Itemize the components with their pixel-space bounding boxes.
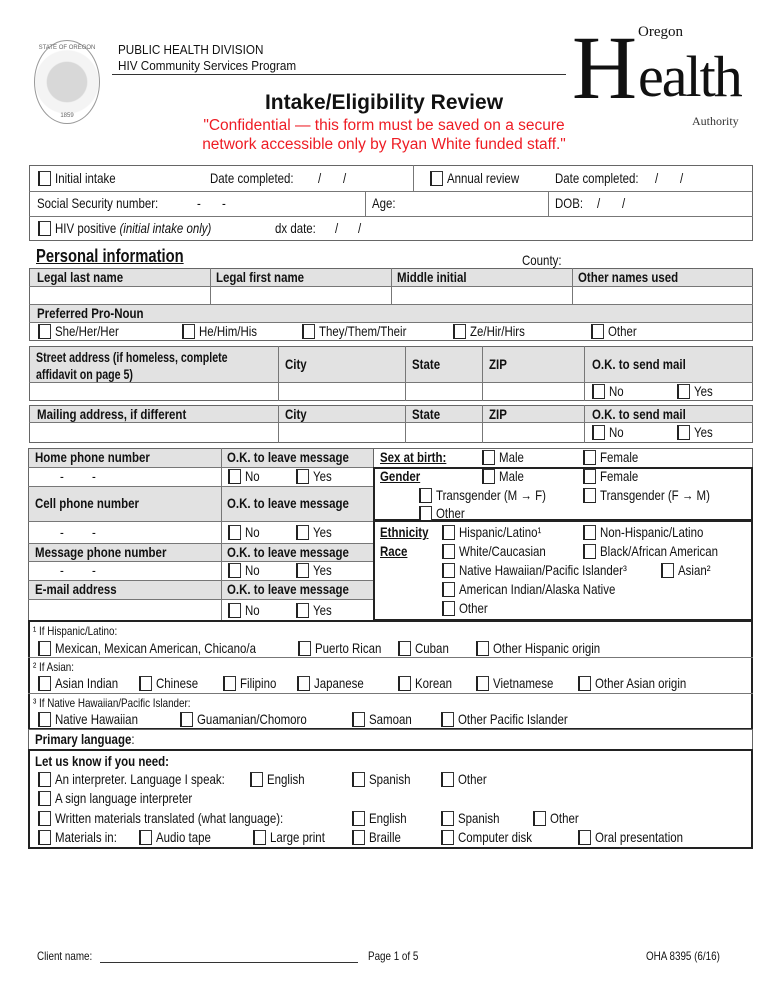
- message-leave-message-yes-checkbox[interactable]: [296, 563, 309, 578]
- other-names-used-header: Other names used: [578, 269, 679, 285]
- primary-language-label: Primary language: [35, 731, 132, 747]
- primary-language-colon: :: [131, 731, 135, 747]
- slash: /: [597, 195, 601, 211]
- sign-language-interpreter-label: A sign language interpreter: [55, 790, 193, 806]
- division-name: PUBLIC HEALTH DIVISION: [118, 42, 264, 57]
- message-phone-header: Message phone number: [35, 544, 167, 560]
- client-name-label: Client name:: [37, 949, 93, 963]
- asian-origin-2-checkbox[interactable]: [223, 676, 236, 691]
- home-phone-header: Home phone number: [35, 449, 150, 465]
- column-divider: [584, 346, 585, 401]
- ok-send-mail-header: O.K. to send mail: [592, 356, 686, 372]
- gender-other-checkbox[interactable]: [419, 506, 432, 521]
- mailing-state-header: State: [412, 406, 441, 422]
- message-leave-message-no-label: No: [245, 562, 260, 578]
- hispanic-subgroup-heading: ¹ If Hispanic/Latino:: [33, 624, 118, 638]
- column-divider: [413, 165, 414, 191]
- hispanic-origin-1-label: Puerto Rican: [315, 640, 382, 656]
- materials-braille-checkbox[interactable]: [352, 830, 365, 845]
- email-ok-leave-message-header: O.K. to leave message: [227, 581, 349, 597]
- annual-review-label: Annual review: [447, 170, 520, 186]
- materials-large-print-checkbox[interactable]: [253, 830, 266, 845]
- dx-date-label: dx date:: [275, 220, 316, 236]
- mailing-city-header: City: [285, 406, 307, 422]
- materials-oral-presentation-label: Oral presentation: [595, 829, 684, 845]
- gender-transgender-mf-checkbox[interactable]: [419, 488, 432, 503]
- gender-label: Gender: [380, 468, 421, 484]
- slash: /: [622, 195, 626, 211]
- interpreter-checkbox[interactable]: [38, 772, 51, 787]
- confidential-notice-line-1: "Confidential — this form must be saved on a secure: [203, 117, 565, 134]
- zip-header: ZIP: [489, 356, 507, 372]
- pronoun-she-label: She/Her/Her: [55, 323, 119, 339]
- section-heading-personal-information: Personal information: [36, 246, 184, 266]
- ethnicity-hispanic-label: Hispanic/Latino¹: [459, 524, 542, 540]
- nhpi-origin-1-checkbox[interactable]: [180, 712, 193, 727]
- nhpi-origin-0-checkbox[interactable]: [38, 712, 51, 727]
- column-divider: [548, 191, 549, 216]
- asian-origin-1-label: Chinese: [156, 675, 199, 691]
- race-aian-label: American Indian/Alaska Native: [459, 581, 616, 597]
- materials-oral-presentation-checkbox[interactable]: [578, 830, 591, 845]
- date-completed-label: Date completed:: [210, 170, 294, 186]
- county-label: County:: [522, 252, 562, 268]
- ethnicity-non-hispanic-checkbox[interactable]: [583, 525, 596, 540]
- seal-year: 1859: [60, 113, 74, 119]
- dash: -: [60, 562, 64, 578]
- pronoun-heading: Preferred Pro-Noun: [37, 305, 144, 321]
- let-us-know-heading: Let us know if you need:: [35, 753, 169, 769]
- nhpi-origin-2-checkbox[interactable]: [352, 712, 365, 727]
- initial-intake-checkbox[interactable]: [38, 171, 51, 186]
- row-divider: [28, 599, 374, 600]
- interpreter-english-checkbox[interactable]: [250, 772, 263, 787]
- dash: -: [92, 562, 96, 578]
- sign-language-interpreter-checkbox[interactable]: [38, 791, 51, 806]
- race-other-checkbox[interactable]: [442, 601, 455, 616]
- cell-leave-message-yes-checkbox[interactable]: [296, 525, 309, 540]
- legal-last-name-header: Legal last name: [37, 269, 124, 285]
- seal-text: STATE OF OREGON: [38, 45, 96, 51]
- asian-origin-1-checkbox[interactable]: [139, 676, 152, 691]
- pronoun-ze-label: Ze/Hir/Hirs: [470, 323, 525, 339]
- materials-audio-tape-checkbox[interactable]: [139, 830, 152, 845]
- mailing-mail-no-checkbox[interactable]: [592, 425, 605, 440]
- cell-leave-message-yes-label: Yes: [313, 524, 332, 540]
- hispanic-origin-0-label: Mexican, Mexican American, Chicano/a: [55, 640, 256, 656]
- race-other-label: Other: [459, 600, 488, 616]
- hispanic-origin-2-checkbox[interactable]: [398, 641, 411, 656]
- hiv-positive-checkbox[interactable]: [38, 221, 51, 236]
- nhpi-origin-3-checkbox[interactable]: [441, 712, 454, 727]
- hispanic-origin-0-checkbox[interactable]: [38, 641, 51, 656]
- mailing-mail-yes-checkbox[interactable]: [677, 425, 690, 440]
- materials-computer-disk-label: Computer disk: [458, 829, 533, 845]
- row-divider: [28, 693, 753, 694]
- logo-h: H: [572, 19, 637, 118]
- row-divider: [28, 657, 753, 658]
- interpreter-label: An interpreter. Language I speak:: [55, 771, 225, 787]
- interpreter-other-label: Other: [458, 771, 487, 787]
- form-id: OHA 8395 (6/16): [646, 949, 720, 963]
- asian-origin-5-checkbox[interactable]: [476, 676, 489, 691]
- row-divider: [29, 422, 753, 423]
- home-leave-message-no-label: No: [245, 468, 260, 484]
- hispanic-origin-3-checkbox[interactable]: [476, 641, 489, 656]
- nhpi-origin-3-label: Other Pacific Islander: [458, 711, 568, 727]
- oregon-health-authority-logo: [572, 19, 762, 132]
- annual-review-checkbox[interactable]: [430, 171, 443, 186]
- written-english-label: English: [369, 810, 407, 826]
- pronoun-other-label: Other: [608, 323, 637, 339]
- column-divider: [584, 405, 585, 443]
- confidential-notice-line-2: network accessible only by Ryan White funded staff.": [202, 136, 566, 153]
- primary-language-text: [35, 731, 135, 747]
- column-divider: [210, 268, 211, 304]
- asian-origin-5-label: Vietnamese: [493, 675, 554, 691]
- dash: -: [92, 524, 96, 540]
- written-english-checkbox[interactable]: [352, 811, 365, 826]
- written-spanish-checkbox[interactable]: [441, 811, 454, 826]
- race-label: Race: [380, 543, 408, 559]
- materials-computer-disk-checkbox[interactable]: [441, 830, 454, 845]
- written-spanish-label: Spanish: [458, 810, 500, 826]
- gender-other-label: Other: [436, 505, 465, 521]
- nhpi-subgroup-heading: ³ If Native Hawaiian/Pacific Islander:: [33, 696, 191, 710]
- logo-authority: Authority: [692, 114, 739, 128]
- materials-braille-label: Braille: [369, 829, 401, 845]
- ethnicity-label: Ethnicity: [380, 524, 429, 540]
- interpreter-english-label: English: [267, 771, 305, 787]
- race-asian-label: Asian²: [678, 562, 711, 578]
- asian-origin-3-checkbox[interactable]: [297, 676, 310, 691]
- race-asian-checkbox[interactable]: [661, 563, 674, 578]
- column-divider: [482, 346, 483, 401]
- asian-origin-6-checkbox[interactable]: [578, 676, 591, 691]
- gender-male-label: Male: [499, 468, 524, 484]
- sex-female-checkbox[interactable]: [583, 450, 596, 465]
- annual-date-completed-label: Date completed:: [555, 170, 639, 186]
- sex-at-birth-label: Sex at birth:: [380, 449, 447, 465]
- column-divider: [221, 448, 222, 621]
- interpreter-spanish-label: Spanish: [369, 771, 411, 787]
- age-label: Age:: [372, 195, 396, 211]
- city-header: City: [285, 356, 307, 372]
- dash: -: [222, 195, 226, 211]
- header-rule: [112, 74, 566, 75]
- written-other-label: Other: [550, 810, 579, 826]
- row-divider: [29, 382, 753, 383]
- race-nhpi-label: Native Hawaiian/Pacific Islander³: [459, 562, 627, 578]
- slash: /: [358, 220, 362, 236]
- slash: /: [335, 220, 339, 236]
- asian-origin-3-label: Japanese: [314, 675, 364, 691]
- nhpi-origin-0-label: Native Hawaiian: [55, 711, 138, 727]
- hispanic-origin-1-checkbox[interactable]: [298, 641, 311, 656]
- column-divider: [391, 268, 392, 304]
- nhpi-origin-2-label: Samoan: [369, 711, 412, 727]
- slash: /: [655, 170, 659, 186]
- cell-leave-message-no-label: No: [245, 524, 260, 540]
- race-white-label: White/Caucasian: [459, 543, 546, 559]
- slash: /: [680, 170, 684, 186]
- pronoun-other-checkbox[interactable]: [591, 324, 604, 339]
- written-other-checkbox[interactable]: [533, 811, 546, 826]
- dash: -: [60, 468, 64, 484]
- primary-language-row: [28, 729, 753, 750]
- race-nhpi-checkbox[interactable]: [442, 563, 455, 578]
- pronoun-ze-checkbox[interactable]: [453, 324, 466, 339]
- pronoun-she-checkbox[interactable]: [38, 324, 51, 339]
- sex-male-checkbox[interactable]: [482, 450, 495, 465]
- pronoun-they-checkbox[interactable]: [302, 324, 315, 339]
- ssn-label: Social Security number:: [37, 195, 159, 211]
- race-white-checkbox[interactable]: [442, 544, 455, 559]
- asian-subgroup-heading: ² If Asian:: [33, 660, 75, 674]
- message-leave-message-no-checkbox[interactable]: [228, 563, 241, 578]
- home-leave-message-no-checkbox[interactable]: [228, 469, 241, 484]
- gender-female-label: Female: [600, 468, 639, 484]
- row-divider: [29, 191, 753, 192]
- slash: /: [343, 170, 347, 186]
- gender-female-checkbox[interactable]: [583, 469, 596, 484]
- gender-transgender-mf-label: Transgender (M → F): [436, 487, 546, 503]
- interpreter-spanish-checkbox[interactable]: [352, 772, 365, 787]
- dash: -: [197, 195, 201, 211]
- column-divider: [278, 405, 279, 443]
- sex-female-label: Female: [600, 449, 639, 465]
- email-leave-message-no-label: No: [245, 602, 260, 618]
- gender-male-checkbox[interactable]: [482, 469, 495, 484]
- pronoun-he-label: He/Him/His: [199, 323, 258, 339]
- client-name-field[interactable]: [100, 962, 358, 963]
- home-leave-message-yes-label: Yes: [313, 468, 332, 484]
- message-leave-message-yes-label: Yes: [313, 562, 332, 578]
- street-mail-yes-checkbox[interactable]: [677, 384, 690, 399]
- hispanic-origin-3-label: Other Hispanic origin: [493, 640, 601, 656]
- row-divider: [28, 486, 374, 487]
- sex-male-label: Male: [499, 449, 524, 465]
- email-phone-header: E-mail address: [35, 581, 117, 597]
- street-mail-yes-label: Yes: [694, 383, 713, 399]
- email-leave-message-yes-label: Yes: [313, 602, 332, 618]
- dash: -: [92, 468, 96, 484]
- street-mail-no-label: No: [609, 383, 624, 399]
- asian-origin-4-checkbox[interactable]: [398, 676, 411, 691]
- logo-oregon: Oregon: [638, 24, 683, 40]
- row-divider: [29, 216, 753, 217]
- hiv-positive-text: [55, 220, 211, 236]
- race-aian-checkbox[interactable]: [442, 582, 455, 597]
- materials-audio-tape-label: Audio tape: [156, 829, 211, 845]
- column-divider: [278, 346, 279, 401]
- asian-origin-4-label: Korean: [415, 675, 453, 691]
- materials-in-label: Materials in:: [55, 829, 117, 845]
- column-divider: [365, 191, 366, 216]
- email-leave-message-no-checkbox[interactable]: [228, 603, 241, 618]
- logo-health: ealth: [638, 44, 741, 109]
- home-ok-leave-message-header: O.K. to leave message: [227, 449, 349, 465]
- hiv-positive-label: HIV positive: [55, 220, 117, 236]
- mailing-mail-yes-label: Yes: [694, 424, 713, 440]
- pronoun-they-label: They/Them/Their: [319, 323, 407, 339]
- hispanic-origin-2-label: Cuban: [415, 640, 449, 656]
- home-leave-message-yes-checkbox[interactable]: [296, 469, 309, 484]
- program-name: HIV Community Services Program: [118, 58, 297, 73]
- street-address-header: Street address (if homeless, complete: [36, 349, 228, 365]
- message-ok-leave-message-header: O.K. to leave message: [227, 544, 349, 560]
- asian-origin-0-label: Asian Indian: [55, 675, 119, 691]
- street-mail-no-checkbox[interactable]: [592, 384, 605, 399]
- race-black-checkbox[interactable]: [583, 544, 596, 559]
- legal-first-name-header: Legal first name: [216, 269, 305, 285]
- column-divider: [405, 346, 406, 401]
- asian-origin-2-label: Filipino: [240, 675, 277, 691]
- hiv-positive-note: (initial intake only): [119, 220, 212, 236]
- page-title: Intake/Eligibility Review: [264, 91, 504, 114]
- ethnicity-hispanic-checkbox[interactable]: [442, 525, 455, 540]
- asian-origin-6-label: Other Asian origin: [595, 675, 687, 691]
- materials-large-print-label: Large print: [270, 829, 325, 845]
- gender-transgender-fm-label: Transgender (F → M): [600, 487, 710, 503]
- column-divider: [572, 268, 573, 304]
- race-black-label: Black/African American: [600, 543, 719, 559]
- cell-phone-header: Cell phone number: [35, 495, 139, 511]
- cell-ok-leave-message-header: O.K. to leave message: [227, 495, 349, 511]
- column-divider: [405, 405, 406, 443]
- written-materials-checkbox[interactable]: [38, 811, 51, 826]
- pronoun-he-checkbox[interactable]: [182, 324, 195, 339]
- asian-origin-0-checkbox[interactable]: [38, 676, 51, 691]
- slash: /: [318, 170, 322, 186]
- cell-leave-message-no-checkbox[interactable]: [228, 525, 241, 540]
- mailing-address-header: Mailing address, if different: [37, 406, 187, 422]
- dash: -: [60, 524, 64, 540]
- ethnicity-non-hispanic-label: Non-Hispanic/Latino: [600, 524, 704, 540]
- interpreter-other-checkbox[interactable]: [441, 772, 454, 787]
- nhpi-origin-1-label: Guamanian/Chomoro: [197, 711, 307, 727]
- gender-transgender-fm-checkbox[interactable]: [583, 488, 596, 503]
- email-leave-message-yes-checkbox[interactable]: [296, 603, 309, 618]
- mailing-ok-send-mail-header: O.K. to send mail: [592, 406, 686, 422]
- initial-intake-label: Initial intake: [55, 170, 116, 186]
- middle-initial-header: Middle initial: [397, 269, 467, 285]
- materials-in-checkbox[interactable]: [38, 830, 51, 845]
- street-address-header-2: affidavit on page 5): [36, 366, 133, 382]
- column-divider: [482, 405, 483, 443]
- state-header: State: [412, 356, 441, 372]
- row-divider: [28, 521, 374, 522]
- mailing-zip-header: ZIP: [489, 406, 507, 422]
- mailing-mail-no-label: No: [609, 424, 624, 440]
- dob-label: DOB:: [555, 195, 584, 211]
- page-number: Page 1 of 5: [368, 949, 419, 963]
- written-materials-label: Written materials translated (what language):: [55, 810, 284, 826]
